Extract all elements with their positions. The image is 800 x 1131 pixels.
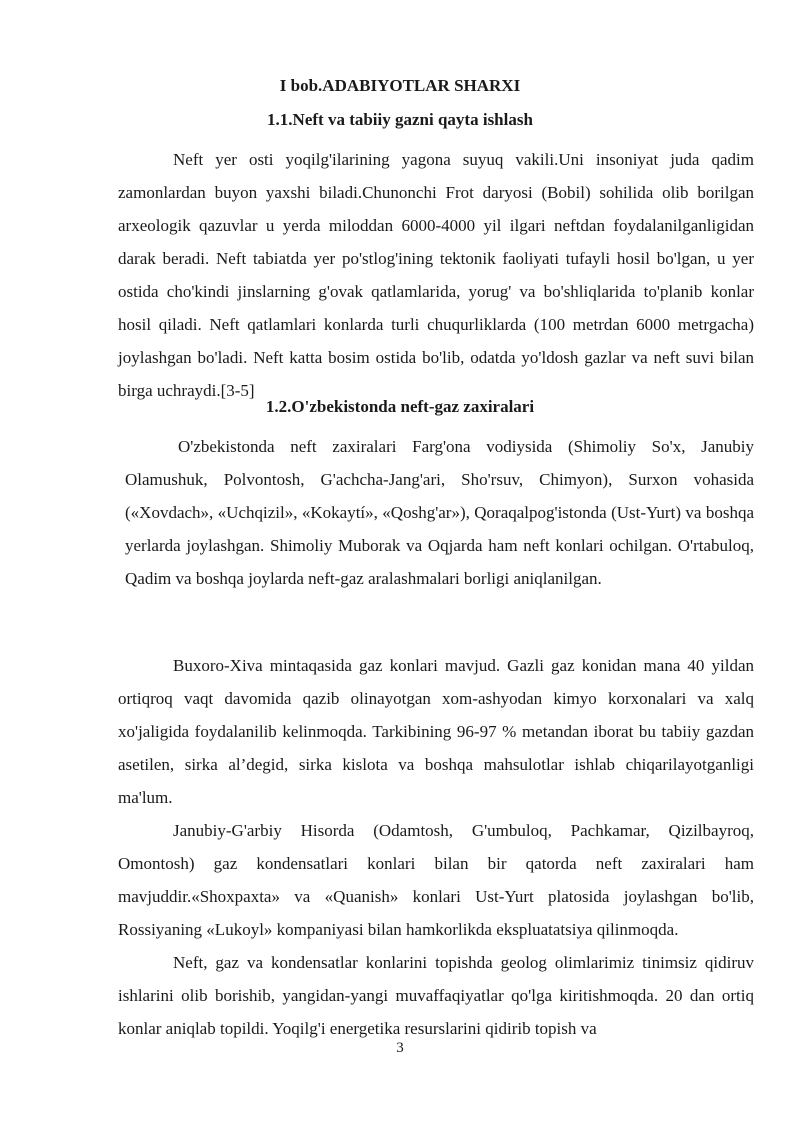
paragraph-neft-intro: Neft yer osti yoqilg'ilarining yagona suyuq vakili.Uni insoniyat juda qadim zamonlardan buyon yaxshi biladi.Chunonchi Frot daryosi (Bobil) sohilida olib borilgan arxeologik qazuvlar u yerda miloddan 6000-4000 yil ilgari neftdan foydalanilganligidan darak beradi. Neft tabiatda yer po'stlog'ining tektonik faoliyati tufayli hosil bo'lgan, u yer ostida cho'kindi jinslarning g'ovak qatlamlarida, yorug' va bo'shliqlarida to'planib konlar hosil qiladi. Neft qatlamlari konlarda turli chuqurliklarda (100 metrdan 6000 metrgacha) joylashgan bo'ladi. Neft katta bosim ostida bo'lib, odatda yo'ldosh gazlar va neft suvi bilan birga uchraydi.[3-5] <box>118 150 754 400</box>
page-number: 3 <box>396 1040 404 1056</box>
paragraph-oil-reserves: O'zbekistonda neft zaxiralari Farg'ona vodiysida (Shimoliy So'x, Janubiy Olamushuk, Polvontosh, G'achcha-Jang'ari, Sho'rsuv, Chimyon), Surxon vohasida («Xovdach», «Uchqizil», «Kokaytí», «Qoshg'ar»), Qoraqalpog'istonda (Ust-Yurt) va boshqa yerlarda joylashgan. Shimoliy Muborak va Oqjarda ham neft konlari ochilgan. O'rtabuloq, Qadim va boshqa joylarda neft-gaz aralashmalari borligi aniqlanilgan. <box>125 437 754 588</box>
section-title-1-1: 1.1.Neft va tabiiy gazni qayta ishlash <box>267 110 533 129</box>
paragraph-gas-fields: Buxoro-Xiva mintaqasida gaz konlari mavjud. Gazli gaz konidan mana 40 yildan ortiqroq vaqt davomida qazib olinayotgan xom-ashyodan kimyo korxonalari va xalq xo'jaligida foydalanilib kelinmoqda. Tarkibining 96-97 % metandan iborat bu tabiiy gazdan asetilen, sirka al’degid, sirka kislota va boshqa mahsulotlar ishlab chiqarilayotganligi ma'lum. <box>118 656 754 807</box>
paragraph-exploration: Neft, gaz va kondensatlar konlarini topishda geolog olimlarimiz tinimsiz qidiruv ishlarini olib borishib, yangidan-yangi muvaffaqiyatlar qo'lga kiritishmoqda. 20 dan ortiq konlar aniqlab topildi. Yoqilg'i energetika resurslarini qidirib topish va <box>118 953 754 1038</box>
section-title-1-2: 1.2.O'zbekistonda neft-gaz zaxiralari <box>265 397 535 416</box>
chapter-title: I bob.ADABIYOTLAR SHARXI <box>279 76 521 95</box>
paragraph-gas-condensate: Janubiy-G'arbiy Hisorda (Odamtosh, G'umbuloq, Pachkamar, Qizilbayroq, Omontosh) gaz kondensatlari konlari bilan bir qatorda neft zaxiralari ham mavjuddir.«Shoxpaxta» va «Quanish» konlari Ust-Yurt platosida joylashgan bo'lib, Rossiyaning «Lukoyl» kompaniyasi bilan hamkorlikda ekspluatatsiya qilinmoqda. <box>118 821 754 939</box>
